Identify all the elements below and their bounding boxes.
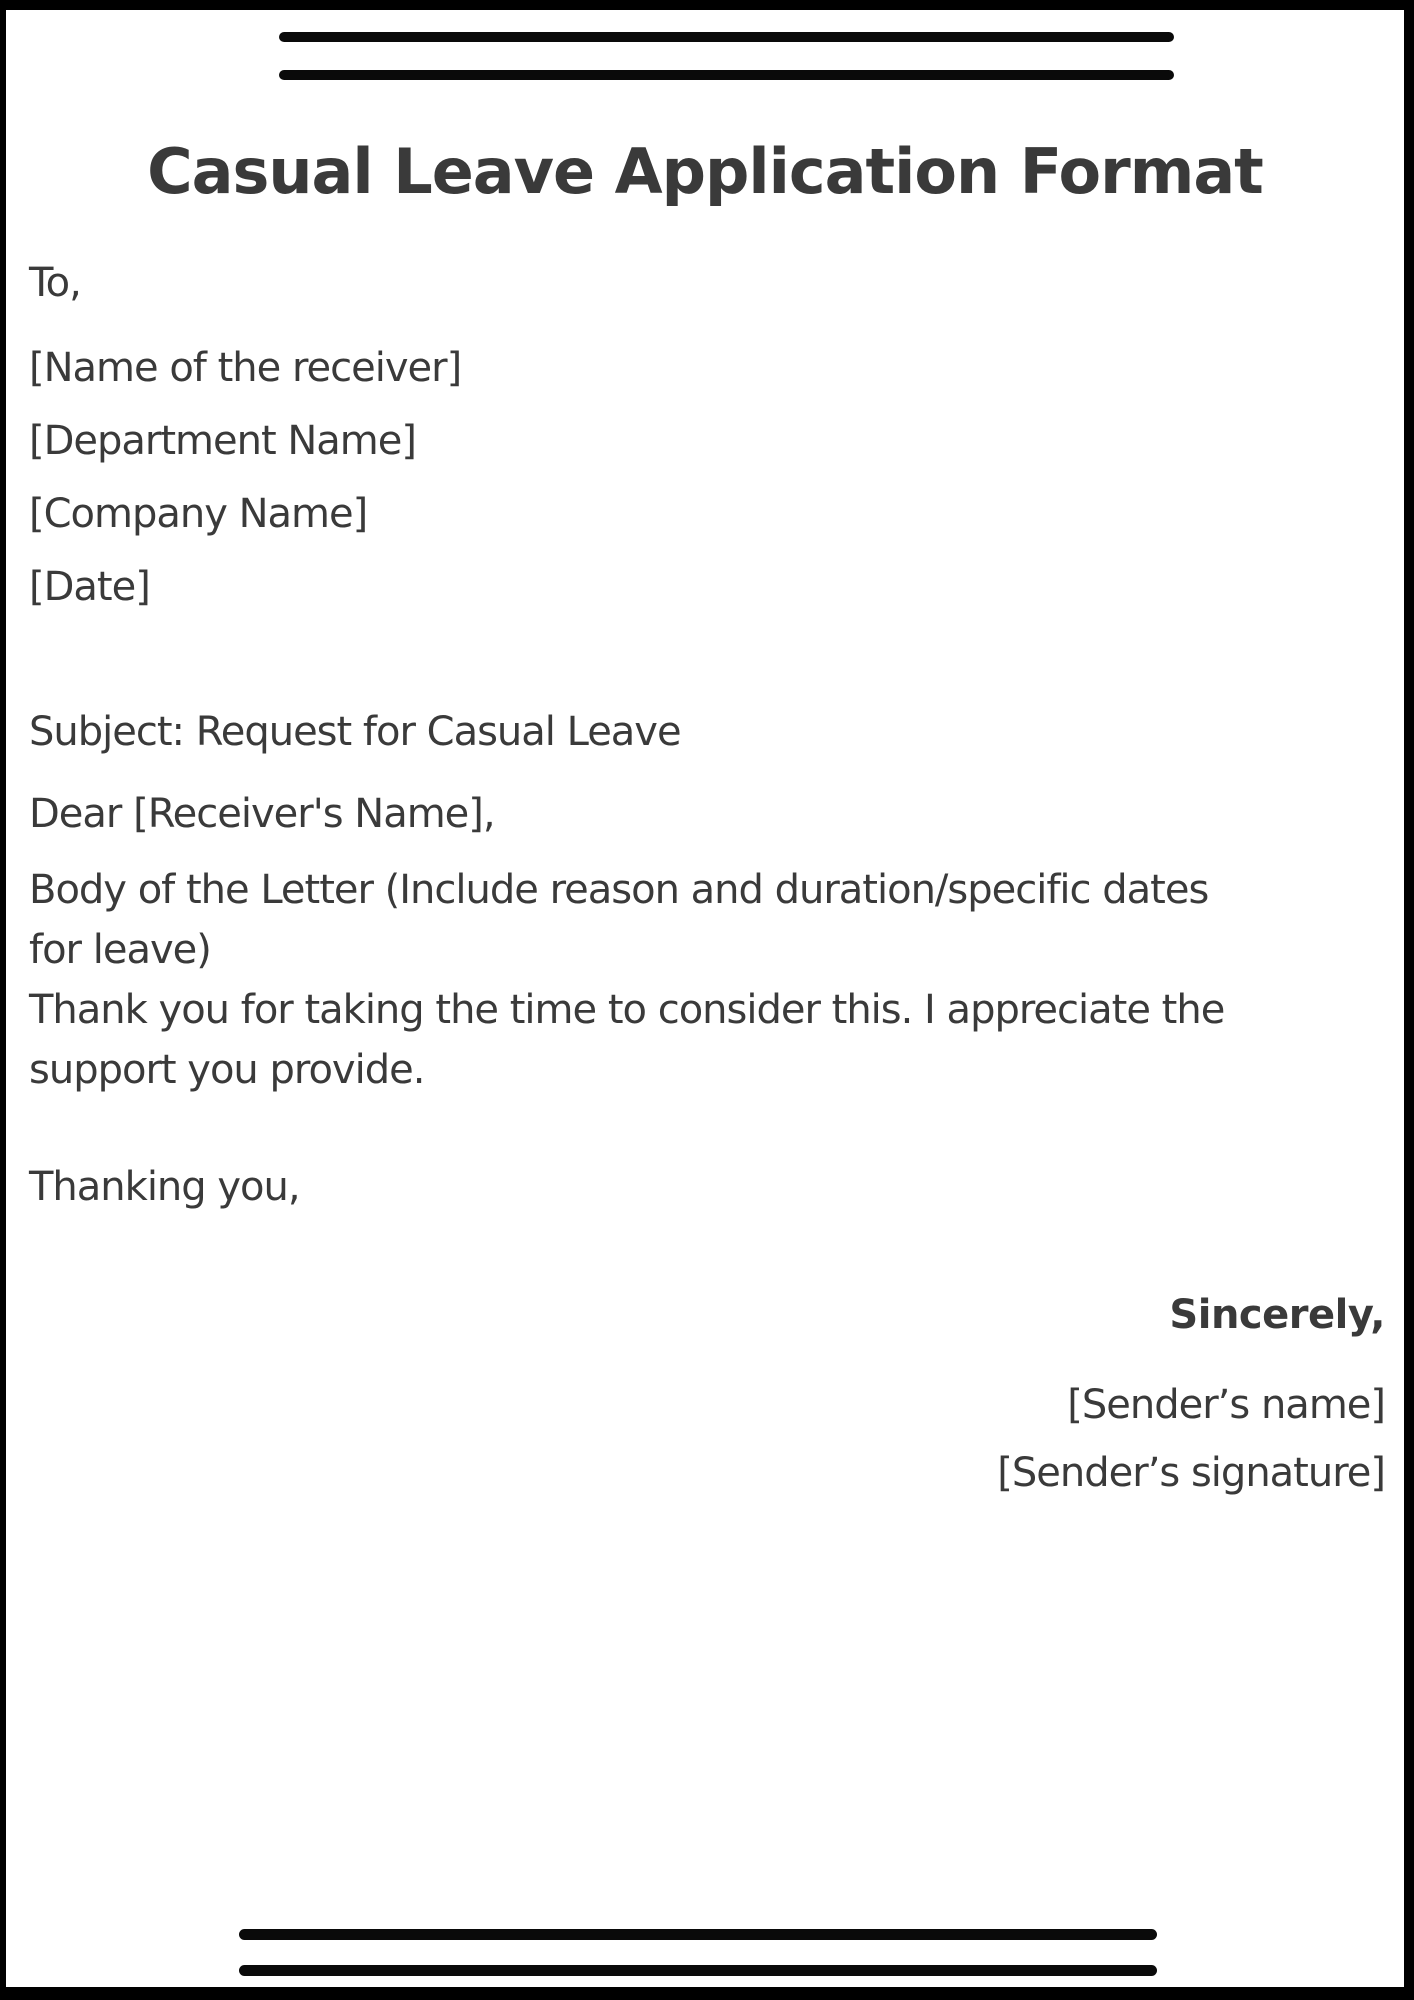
sender-name: [Sender’s name] xyxy=(1067,1382,1385,1428)
closing: Thanking you, xyxy=(29,1164,300,1210)
top-rule-2 xyxy=(279,70,1174,80)
recipient-line-name: [Name of the receiver] xyxy=(29,345,462,391)
page-title: Casual Leave Application Format xyxy=(147,134,1263,208)
signoff: Sincerely, xyxy=(1169,1292,1385,1338)
subject-line: Subject: Request for Casual Leave xyxy=(29,709,681,755)
body-line: for leave) xyxy=(29,927,211,973)
recipient-block xyxy=(29,332,461,624)
salutation: To, xyxy=(29,260,81,306)
recipient-line-company: [Company Name] xyxy=(29,491,368,537)
sender-signature: [Sender’s signature] xyxy=(997,1450,1385,1496)
body-line: Body of the Letter (Include reason and duration/specific dates xyxy=(29,867,1209,913)
bottom-rule-2 xyxy=(239,1965,1157,1976)
recipient-line-date: [Date] xyxy=(29,564,150,610)
body-line: Thank you for taking the time to consider this. I appreciate the xyxy=(29,987,1225,1033)
greeting: Dear [Receiver's Name], xyxy=(29,791,495,837)
letter-body xyxy=(29,860,1224,1100)
body-line: support you provide. xyxy=(29,1047,425,1093)
top-rule-1 xyxy=(279,32,1174,42)
recipient-line-department: [Department Name] xyxy=(29,418,416,464)
bottom-rule-1 xyxy=(239,1929,1157,1940)
